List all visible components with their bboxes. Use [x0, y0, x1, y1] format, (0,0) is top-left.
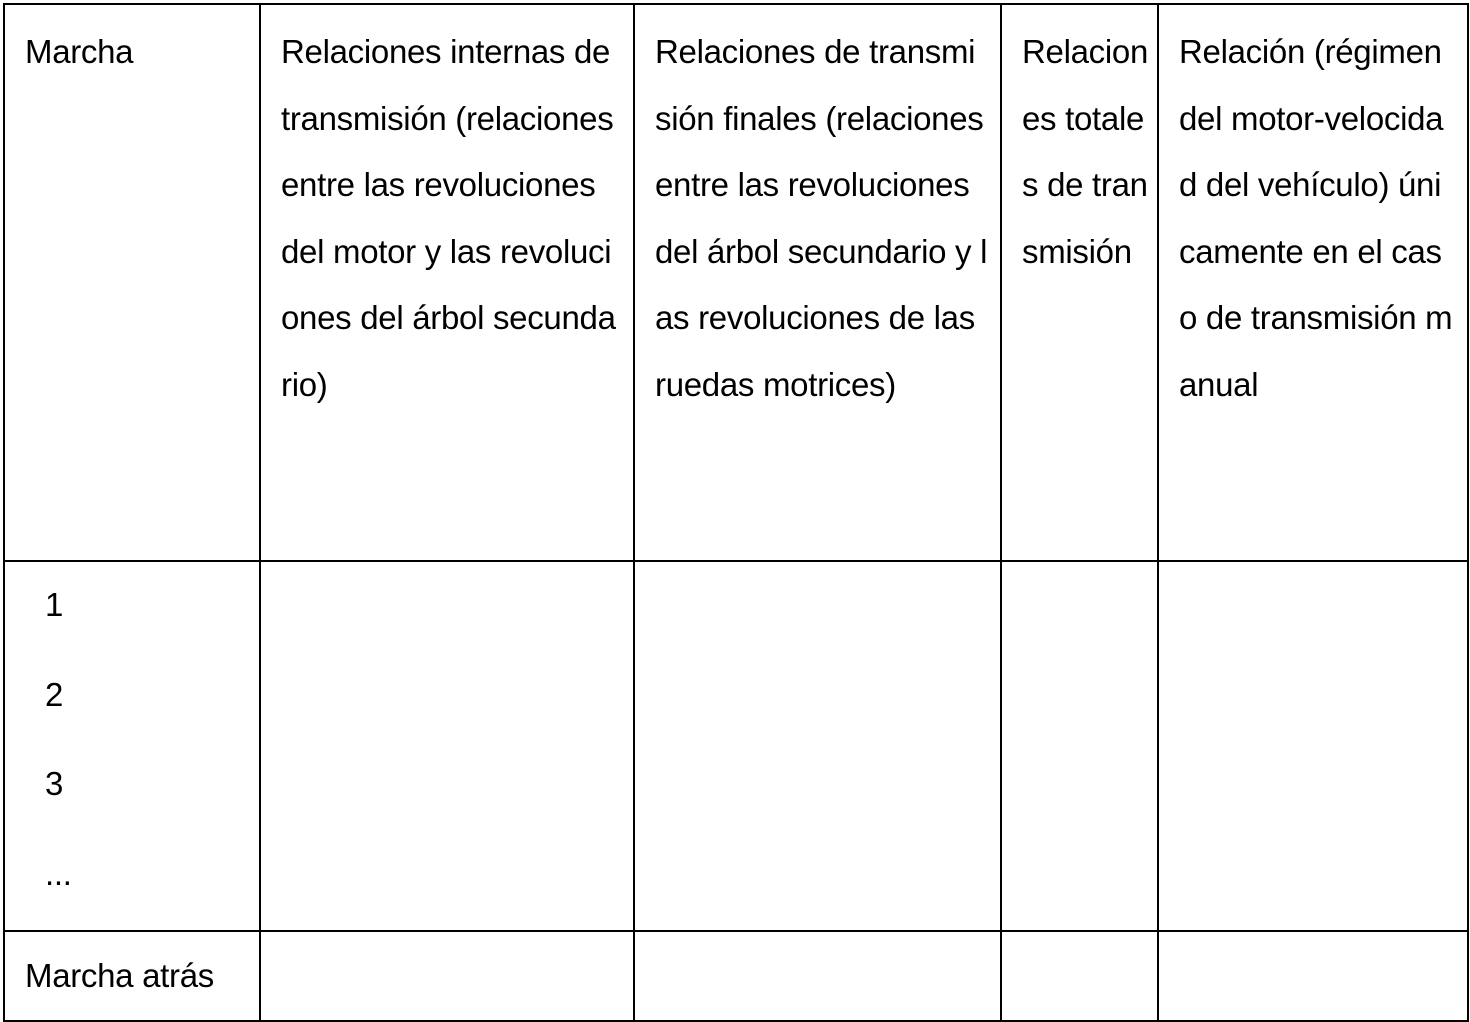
header-cell-total-ratios: [1001, 4, 1158, 561]
table-header-row: [4, 4, 1468, 561]
reverse-gear-label: Marcha atrás: [25, 957, 214, 994]
header-final-ratios-label: Relaciones de transmisión finales (relaciones entre las revoluciones del árbol secundario y las revoluciones de las ruedas motrices): [655, 33, 988, 403]
table-row-reverse: [4, 931, 1468, 1021]
empty-cell-internal-ratios: [260, 561, 634, 931]
header-cell-final-ratios: [634, 4, 1001, 561]
empty-cell-total-ratios: [1001, 561, 1158, 931]
empty-cell-reverse-engine-speed: [1158, 931, 1468, 1021]
header-gear-label: Marcha: [25, 33, 134, 70]
header-total-ratios-label: Relaciones totales de transmisión: [1022, 33, 1149, 270]
empty-cell-reverse-internal: [260, 931, 634, 1021]
list-item-gear-3: 3: [45, 765, 64, 802]
table-row-forward-gears: [4, 561, 1468, 931]
empty-cell-final-ratios: [634, 561, 1001, 931]
header-cell-internal-ratios: [260, 4, 634, 561]
gear-list-cell: [4, 561, 260, 931]
empty-cell-engine-speed-ratio: [1158, 561, 1468, 931]
list-item-gear-2: 2: [45, 675, 64, 713]
list-item-gear-more: ...: [45, 854, 72, 892]
header-internal-ratios-label: Relaciones internas de transmisión (relaciones entre las revoluciones del motor y las revoluciones del árbol secundario): [281, 33, 616, 403]
reverse-gear-cell: [4, 931, 260, 1021]
empty-cell-reverse-total: [1001, 931, 1158, 1021]
transmission-ratios-table: [3, 3, 1469, 1022]
header-engine-speed-ratio-label: Relación (régimen del motor-velocidad del vehículo) únicamente en el caso de transmisión manual: [1179, 33, 1453, 403]
list-item-gear-1: 1: [45, 586, 64, 623]
header-cell-engine-speed-ratio: [1158, 4, 1468, 561]
gear-list: [5, 562, 259, 930]
empty-cell-reverse-final: [634, 931, 1001, 1021]
header-cell-gear: [4, 4, 260, 561]
